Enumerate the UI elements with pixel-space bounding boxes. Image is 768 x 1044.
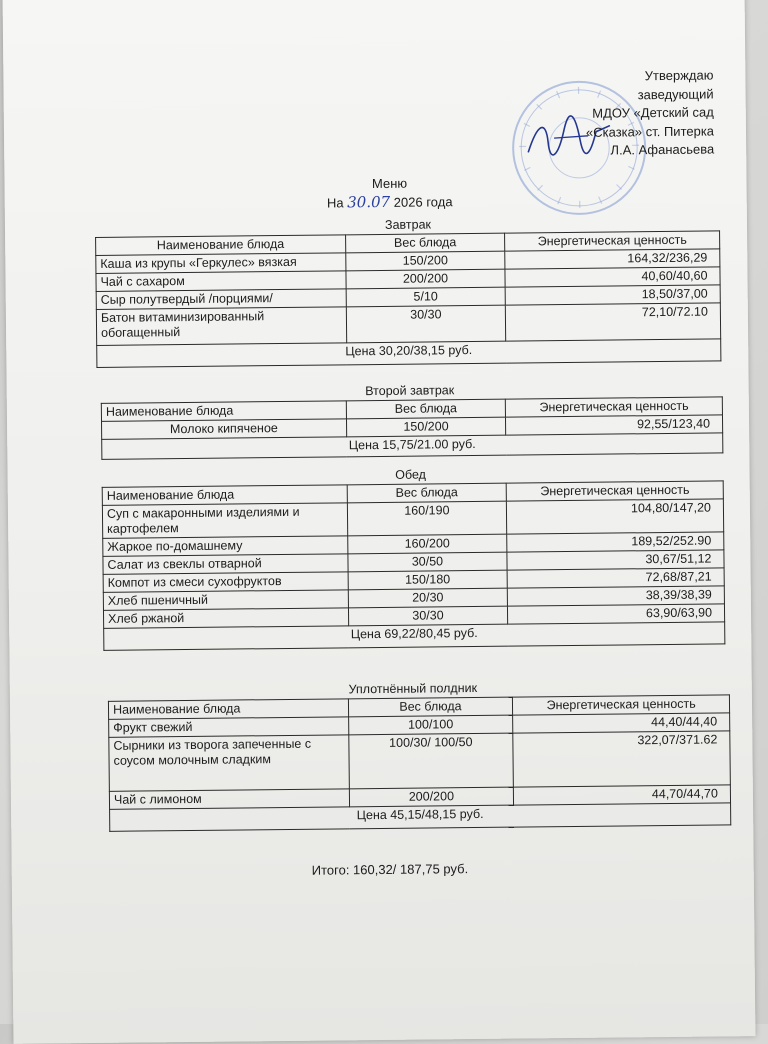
total-amount: Итого: 160,32/ 187,75 руб. bbox=[312, 861, 469, 878]
dish-name: Компот из смеси сухофруктов bbox=[103, 572, 348, 593]
dish-name: Суп с макаронными изделиями и картофелем bbox=[102, 503, 347, 539]
dish-name: Батон витаминизированный обогащенный bbox=[96, 307, 346, 346]
dish-weight: 5/10 bbox=[346, 287, 506, 307]
dish-weight: 100/30/ 100/50 bbox=[348, 733, 513, 789]
dish-energy: 44,40/44,40 bbox=[513, 713, 730, 733]
lunch-price: Цена 69,22/80,45 руб. bbox=[104, 622, 725, 651]
menu-title: Меню bbox=[304, 175, 474, 192]
dish-weight: 150/180 bbox=[348, 570, 508, 590]
dish-weight: 30/50 bbox=[347, 552, 507, 572]
table-row bbox=[109, 731, 731, 792]
dish-energy: 322,07/371.62 bbox=[513, 731, 730, 787]
breakfast-price: Цена 30,20/38,15 руб. bbox=[97, 339, 721, 368]
lunch-title: Обед bbox=[96, 464, 726, 485]
header-weight: Вес блюда bbox=[348, 697, 513, 717]
dish-name: Хлеб ржаной bbox=[103, 608, 348, 629]
dish-weight: 30/30 bbox=[346, 305, 506, 343]
dish-energy: 18,50/37,00 bbox=[505, 285, 720, 305]
dish-name: Чай с лимоном bbox=[109, 789, 349, 810]
dish-name: Хлеб пшеничный bbox=[103, 590, 348, 611]
dish-name: Сырники из творога запеченные с соусом молочным сладким bbox=[109, 735, 349, 792]
dish-energy: 104,80/147,20 bbox=[507, 499, 724, 534]
document-page bbox=[3, 0, 756, 1044]
dish-energy: 72,10/72.10 bbox=[506, 303, 721, 341]
dish-weight: 150/200 bbox=[346, 417, 506, 437]
dish-weight: 100/100 bbox=[348, 715, 513, 735]
menu-date bbox=[305, 192, 475, 212]
dish-weight: 20/30 bbox=[348, 588, 508, 608]
header-energy: Энергетическая ценность bbox=[505, 231, 720, 251]
dish-name: Каша из крупы «Геркулес» вязкая bbox=[96, 253, 346, 274]
snack-price: Цена 45,15/48,15 руб. bbox=[110, 803, 731, 832]
second-breakfast-table bbox=[101, 396, 724, 460]
second-breakfast-title: Второй завтрак bbox=[95, 380, 725, 401]
header-energy: Энергетическая ценность bbox=[506, 397, 723, 417]
second-breakfast-price: Цена 15,75/21.00 руб. bbox=[102, 433, 723, 460]
breakfast-table bbox=[95, 230, 721, 368]
snack-title: Уплотнённый полдник bbox=[98, 678, 728, 699]
header-name: Наименование блюда bbox=[108, 699, 348, 720]
approval-line-4: «Сказка» ст. Питерка bbox=[524, 122, 714, 142]
dish-weight: 150/200 bbox=[345, 251, 505, 271]
dish-name: Молоко кипяченое bbox=[102, 419, 347, 440]
approval-line-5: Л.А. Афанасьева bbox=[524, 140, 714, 160]
dish-weight: 160/190 bbox=[347, 501, 507, 536]
approval-line-2: заведующий bbox=[524, 85, 714, 105]
dish-weight: 30/30 bbox=[348, 606, 508, 626]
lunch-table bbox=[102, 480, 726, 651]
menu-date-prefix: На bbox=[327, 195, 344, 210]
menu-date-handwritten: 30.07 bbox=[347, 193, 390, 211]
dish-energy: 44,70/44,70 bbox=[514, 785, 731, 805]
dish-energy: 189,52/252.90 bbox=[507, 532, 724, 552]
dish-energy: 63,90/63,90 bbox=[508, 604, 725, 624]
header-weight: Вес блюда bbox=[346, 399, 506, 419]
header-energy: Энергетическая ценность bbox=[506, 481, 723, 501]
approval-block bbox=[523, 66, 714, 160]
snack-table bbox=[108, 694, 731, 832]
dish-energy: 38,39/38,39 bbox=[508, 586, 725, 606]
dish-name: Сыр полутвердый /порциями/ bbox=[96, 289, 346, 310]
menu-date-suffix: 2026 года bbox=[394, 194, 453, 210]
dish-energy: 72,68/87,21 bbox=[507, 568, 724, 588]
header-weight: Вес блюда bbox=[347, 483, 507, 503]
dish-energy: 40,60/40,60 bbox=[505, 267, 720, 287]
dish-weight: 160/200 bbox=[347, 534, 507, 554]
breakfast-title: Завтрак bbox=[93, 214, 723, 235]
approval-line-3: МДОУ «Детский сад bbox=[524, 103, 714, 123]
approval-line-1: Утверждаю bbox=[523, 66, 713, 86]
header-name: Наименование блюда bbox=[101, 401, 346, 422]
dish-energy: 164,32/236,29 bbox=[505, 249, 720, 269]
header-name: Наименование блюда bbox=[102, 485, 347, 506]
dish-weight: 200/200 bbox=[346, 269, 506, 289]
dish-name: Фрукт свежий bbox=[109, 717, 349, 738]
header-energy: Энергетическая ценность bbox=[513, 695, 730, 715]
dish-name: Салат из свеклы отварной bbox=[103, 554, 348, 575]
header-name: Наименование блюда bbox=[96, 235, 346, 256]
dish-energy: 30,67/51,12 bbox=[507, 550, 724, 570]
dish-name: Чай с сахаром bbox=[96, 271, 346, 292]
header-weight: Вес блюда bbox=[345, 233, 505, 253]
dish-name: Жаркое по-домашнему bbox=[103, 536, 348, 557]
dish-energy: 92,55/123,40 bbox=[506, 415, 723, 435]
dish-weight: 200/200 bbox=[349, 787, 514, 807]
